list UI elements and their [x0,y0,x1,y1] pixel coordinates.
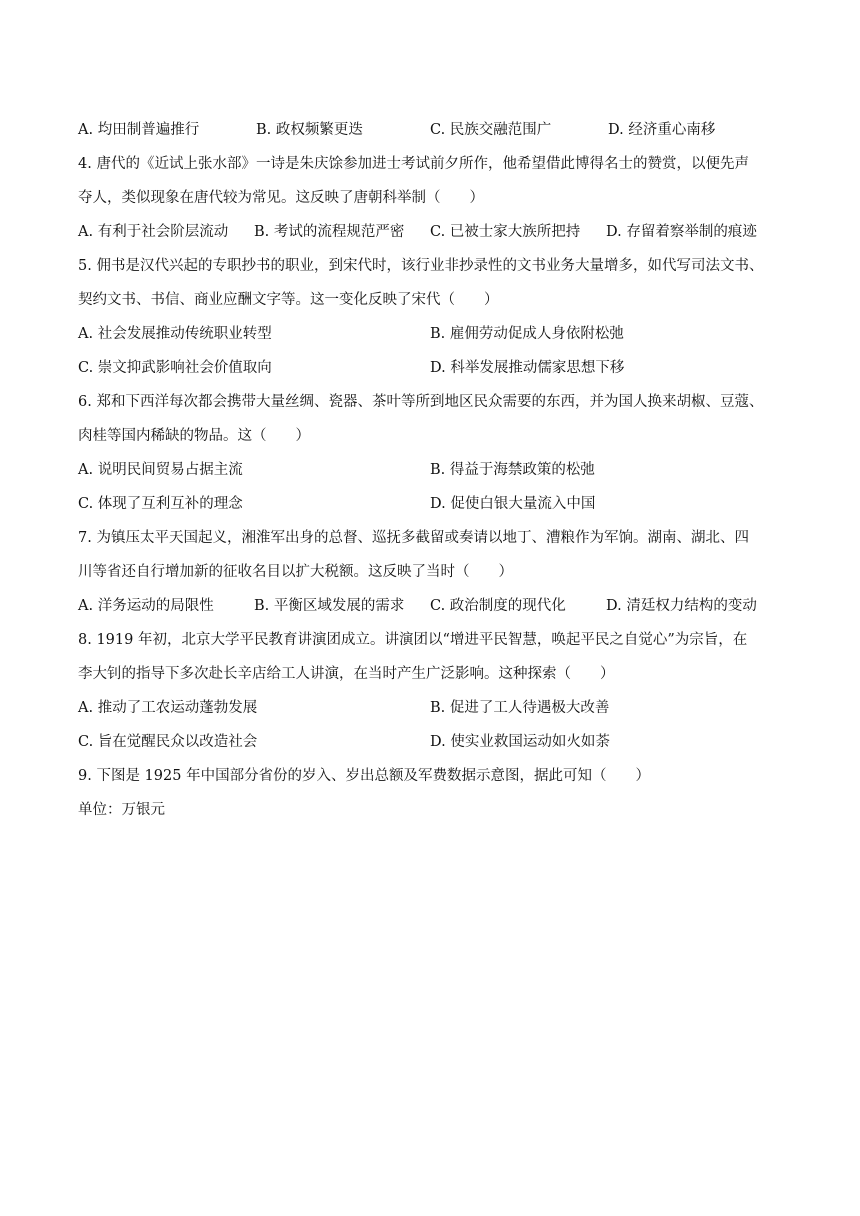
q3-option-d: D. 经济重心南移 [608,122,716,138]
q6-option-d: D. 促使白银大量流入中国 [430,496,596,512]
q8-stem-line1: 8. 1919 年初，北京大学平民教育讲演团成立。讲演团以“增进平民智慧，唤起平民之自觉心”为宗旨，在 [78,632,748,648]
q5-option-d: D. 科举发展推动儒家思想下移 [430,360,625,376]
q4-option-c: C. 已被士家大族所把持 [430,224,581,240]
q3-option-b: B. 政权频繁更迭 [256,122,363,138]
q7-option-c: C. 政治制度的现代化 [430,598,566,614]
q5-stem-line1: 5. 佣书是汉代兴起的专职抄书的职业，到宋代时，该行业非抄录性的文书业务大量增多，如代写司法文书、 [78,258,764,274]
q8-stem-line2: 李大钊的指导下多次赴长辛店给工人讲演，在当时产生广泛影响。这种探索（ ） [78,666,615,682]
q8-option-c: C. 旨在觉醒民众以改造社会 [78,734,258,750]
q3-option-c: C. 民族交融范围广 [430,122,552,138]
q3-option-a: A. 均田制普遍推行 [78,122,200,138]
q9-unit-label: 单位：万银元 [78,802,165,818]
q5-option-c: C. 崇文抑武影响社会价值取向 [78,360,272,376]
q8-option-d: D. 使实业救国运动如火如荼 [430,734,610,750]
q7-stem-line2: 川等省还自行增加新的征收名目以扩大税额。这反映了当时（ ） [78,564,513,580]
q7-option-a: A. 洋务运动的局限性 [78,598,214,614]
q9-stem: 9. 下图是 1925 年中国部分省份的岁入、岁出总额及军费数据示意图，据此可知（ ） [78,768,651,784]
q7-option-d: D. 清廷权力结构的变动 [606,598,757,614]
q6-option-a: A. 说明民间贸易占据主流 [78,462,243,478]
q5-option-a: A. 社会发展推动传统职业转型 [78,326,272,342]
q5-option-b: B. 雇佣劳动促成人身依附松弛 [430,326,624,342]
q4-option-b: B. 考试的流程规范严密 [254,224,405,240]
q8-option-a: A. 推动了工农运动蓬勃发展 [78,700,258,716]
q8-option-b: B. 促进了工人待遇极大改善 [430,700,610,716]
q6-stem-line2: 肉桂等国内稀缺的物品。这（ ） [78,428,310,444]
q7-option-b: B. 平衡区域发展的需求 [254,598,405,614]
q4-option-a: A. 有利于社会阶层流动 [78,224,229,240]
q6-option-b: B. 得益于海禁政策的松弛 [430,462,595,478]
q5-stem-line2: 契约文书、书信、商业应酬文字等。这一变化反映了宋代（ ） [78,292,499,308]
q4-stem-line1: 4. 唐代的《近试上张水部》一诗是朱庆馀参加进士考试前夕所作，他希望借此博得名士的赞赏，以便先声 [78,156,749,172]
q6-option-c: C. 体现了互利互补的理念 [78,496,243,512]
q6-stem-line1: 6. 郑和下西洋每次都会携带大量丝绸、瓷器、茶叶等所到地区民众需要的东西，并为国人换来胡椒、豆蔻、 [78,394,764,410]
q4-stem-line2: 夺人，类似现象在唐代较为常见。这反映了唐朝科举制（ ） [78,190,484,206]
q7-stem-line1: 7. 为镇压太平天国起义，湘淮军出身的总督、巡抚多截留或奏请以地丁、漕粮作为军饷。湖南、湖北、四 [78,530,749,546]
q4-option-d: D. 存留着察举制的痕迹 [606,224,757,240]
